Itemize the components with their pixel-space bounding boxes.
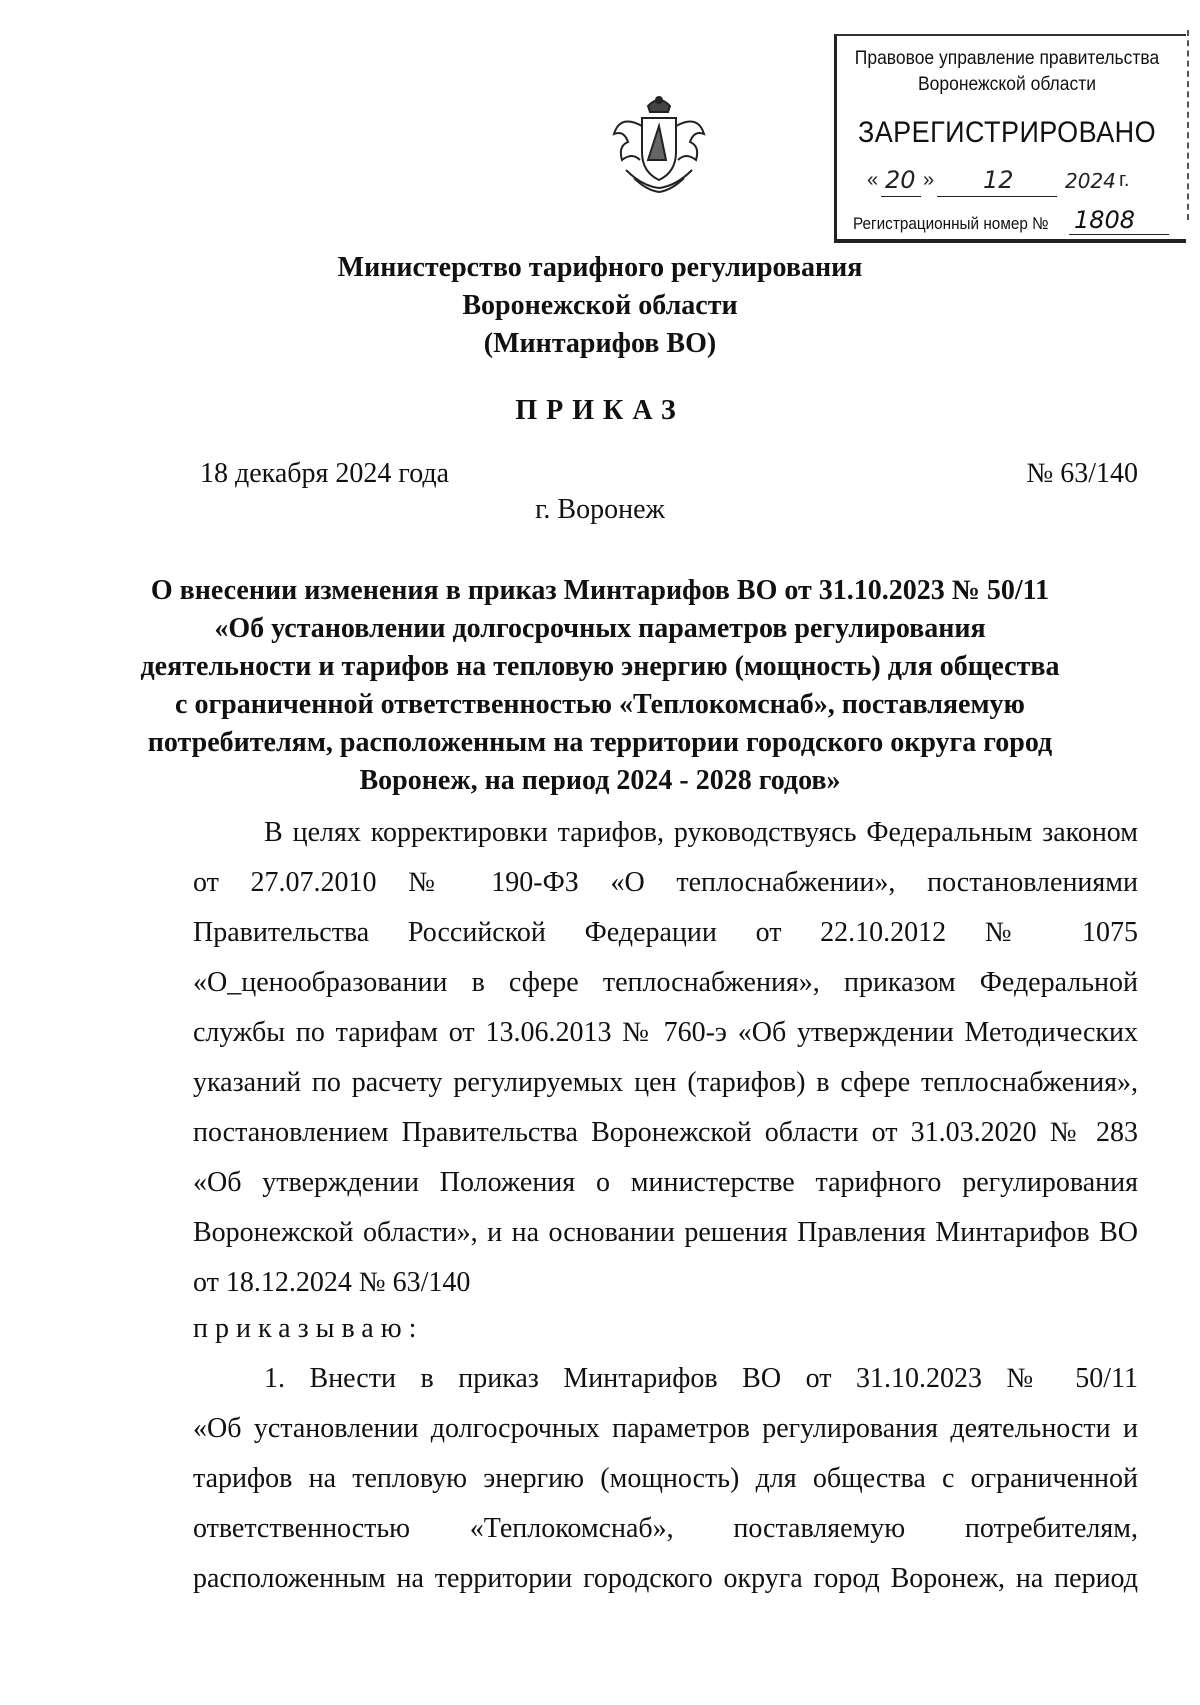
title-line: О внесении изменения в приказ Минтарифов ВО от 31.10.2023 № 50/11 — [150, 575, 1050, 606]
item-line: ответственностью «Теплокомснаб», поставляемую потребителям, — [193, 1513, 1138, 1544]
document-type: ПРИКАЗ — [515, 395, 685, 426]
title-line: «Об установлении долгосрочных параметров регулирования — [214, 613, 986, 644]
stamp-status: ЗАРЕГИСТРИРОВАНО — [857, 116, 1157, 149]
order-word: приказываю: — [193, 1313, 424, 1344]
item-line: «Об установлении долгосрочных параметров регулирования деятельности и — [193, 1413, 1138, 1444]
coat-of-arms-icon — [606, 90, 712, 196]
body-line: указаний по расчету регулируемых цен (тарифов) в сфере теплоснабжения», — [193, 1067, 1138, 1098]
title-line: деятельности и тарифов на тепловую энергию (мощность) для общества — [140, 651, 1060, 682]
body-line: В целях корректировки тарифов, руководствуясь Федеральным законом — [264, 817, 1138, 848]
body-line: «Об утверждении Положения о министерстве тарифного регулирования — [193, 1167, 1138, 1198]
stamp-date-day: 20 — [885, 166, 916, 194]
order-number: № 63/140 — [1026, 458, 1138, 489]
title-line: с ограниченной ответственностью «Теплокомснаб», поставляемую — [175, 689, 1025, 720]
ministry-line1: Министерство тарифного регулирования — [337, 252, 863, 283]
stamp-reg-number: 1808 — [1074, 206, 1136, 234]
body-line: от 18.12.2024 № 63/140 — [193, 1267, 471, 1298]
item-line: 1. Внести в приказ Минтарифов ВО от 31.10.2023 № 50/11 — [264, 1363, 1138, 1394]
stamp-date-month: 12 — [983, 166, 1014, 194]
body-line: от 27.07.2010 № 190-ФЗ «О теплоснабжении», постановлениями — [193, 867, 1138, 898]
stamp-authority-line2: Воронежской области — [917, 74, 1096, 95]
stamp-authority-line1: Правовое управление правительства — [854, 48, 1160, 69]
item-line: тарифов на тепловую энергию (мощность) для общества с ограниченной — [193, 1463, 1138, 1494]
order-city: г. Воронеж — [535, 494, 665, 525]
title-line: Воронеж, на период 2024 - 2028 годов» — [359, 765, 841, 796]
body-line: Правительства Российской Федерации от 22.10.2012 № 1075 — [193, 917, 1138, 948]
stamp-date-suffix: г. — [1119, 169, 1130, 191]
order-date: 18 декабря 2024 года — [200, 458, 450, 489]
body-line: постановлением Правительства Воронежской области от 31.03.2020 № 283 — [193, 1117, 1138, 1148]
body-line: службы по тарифам от 13.06.2013 № 760-э «Об утверждении Методических — [193, 1017, 1138, 1048]
stamp-reg-label: Регистрационный номер № — [853, 214, 1049, 233]
body-line: «О_ценообразовании в сфере теплоснабжения», приказом Федеральной — [193, 967, 1138, 998]
title-line: потребителям, расположенным на территории городского округа город — [147, 727, 1053, 758]
body-line: Воронежской области», и на основании решения Правления Минтарифов ВО — [193, 1217, 1138, 1248]
ministry-line2: Воронежской области — [462, 290, 738, 321]
stamp-edge-divider — [1187, 30, 1189, 220]
item-line: расположенным на территории городского округа город Воронеж, на период — [193, 1563, 1138, 1594]
registration-stamp: Правовое управление правительства Воронежской области ЗАРЕГИСТРИРОВАНО « 20 » 12 2024 г. Регистрационный номер № 1808 — [834, 34, 1186, 243]
stamp-date-year: 2024 — [1065, 169, 1116, 193]
ministry-short-name: (Минтарифов ВО) — [483, 328, 717, 359]
